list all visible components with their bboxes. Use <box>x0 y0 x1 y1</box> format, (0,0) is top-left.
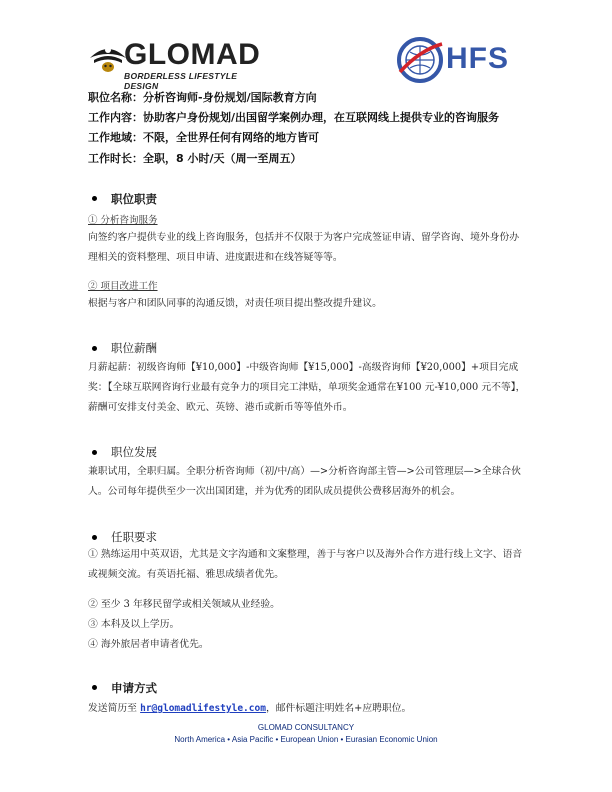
brand-tagline: BORDERLESS LIFESTYLE DESIGN <box>124 71 238 91</box>
apply-line <box>88 700 411 714</box>
duties-text-2: 根据与客户和团队同事的沟通反馈，对责任项目提出整改提升建议。 <box>88 298 382 309</box>
bullet-icon <box>92 450 97 455</box>
requirement-item-1: ① 熟练运用中英双语，尤其是文字沟通和文案整理，善于与客户以及海外合作方进行线上文字、语音或视频交流。有英语托福、雅思成绩者优先。 <box>88 549 523 580</box>
hfs-logo <box>396 36 524 86</box>
bullet-icon <box>92 346 97 351</box>
duties-subheading-1: ① 分析咨询服务 <box>88 215 158 226</box>
section-requirements-heading: 任职要求 <box>92 529 157 545</box>
glomad-logo <box>88 34 268 91</box>
job-hours-line: 工作时长：全职，8 小时/天（周一至周五） <box>88 152 302 165</box>
footer-regions: North America • Asia Pacific • European Union • Eurasian Economic Union <box>174 735 438 744</box>
career-text: 兼职试用，全职归属。全职分析咨询师（初/中/高）—>分析咨询部主管—>公司管理层—>全球合伙人。公司每年提供至少一次出国团建，并为优秀的团队成员提供公费移居海外的机会。 <box>88 466 521 497</box>
email-link[interactable]: hr@glomadlifestyle.com <box>140 703 266 714</box>
job-content-line: 工作内容：协助客户身份规划/出国留学案例办理，在互联网线上提供专业的咨询服务 <box>88 111 500 124</box>
bullet-icon <box>92 196 97 201</box>
duties-subheading-2: ② 项目改进工作 <box>88 281 158 292</box>
section-salary-heading: 职位薪酬 <box>92 340 157 356</box>
requirement-item-3: ③ 本科及以上学历。 <box>88 619 180 630</box>
bullet-icon <box>92 535 97 540</box>
pirate-hat-icon <box>88 36 128 76</box>
duties-text-1: 向签约客户提供专业的线上咨询服务，包括并不仅限于为客户完成签证申请、留学咨询、境外身份办理相关的资料整理、项目申请、进度跟进和在线答疑等等。 <box>88 232 520 263</box>
job-title-line: 职位名称：分析咨询师-身份规划/国际教育方向 <box>88 91 317 104</box>
apply-prefix: 发送简历至 <box>88 703 141 714</box>
apply-suffix: ，邮件标题注明姓名+应聘职位。 <box>265 703 412 714</box>
section-career-heading: 职位发展 <box>92 444 157 460</box>
globe-icon <box>396 36 444 84</box>
partner-name: HFS <box>446 42 509 75</box>
footer-company: GLOMAD CONSULTANCY <box>257 723 355 732</box>
requirement-item-4: ④ 海外旅居者申请者优先。 <box>88 639 209 650</box>
salary-text: 月薪起薪：初级咨询师【¥10,000】-中级咨询师【¥15,000】-高级咨询师【¥20,000】+项目完成奖：【全球互联网咨询行业最有竞争力的项目完工津贴，单项奖金通常在¥100 元-¥10,000 元不等】，薪酬可安排支付美金、欧元、英镑、港币或新币等等值外币。 <box>88 362 526 413</box>
requirement-item-2: ② 至少 3 年移民留学或相关领域从业经验。 <box>88 599 280 610</box>
section-apply-heading: 申请方式 <box>92 680 157 696</box>
brand-name: GLOMAD <box>124 38 261 71</box>
job-location-line: 工作地域：不限，全世界任何有网络的地方皆可 <box>88 131 319 144</box>
section-duties-heading: 职位职责 <box>92 191 157 207</box>
bullet-icon <box>92 685 97 690</box>
